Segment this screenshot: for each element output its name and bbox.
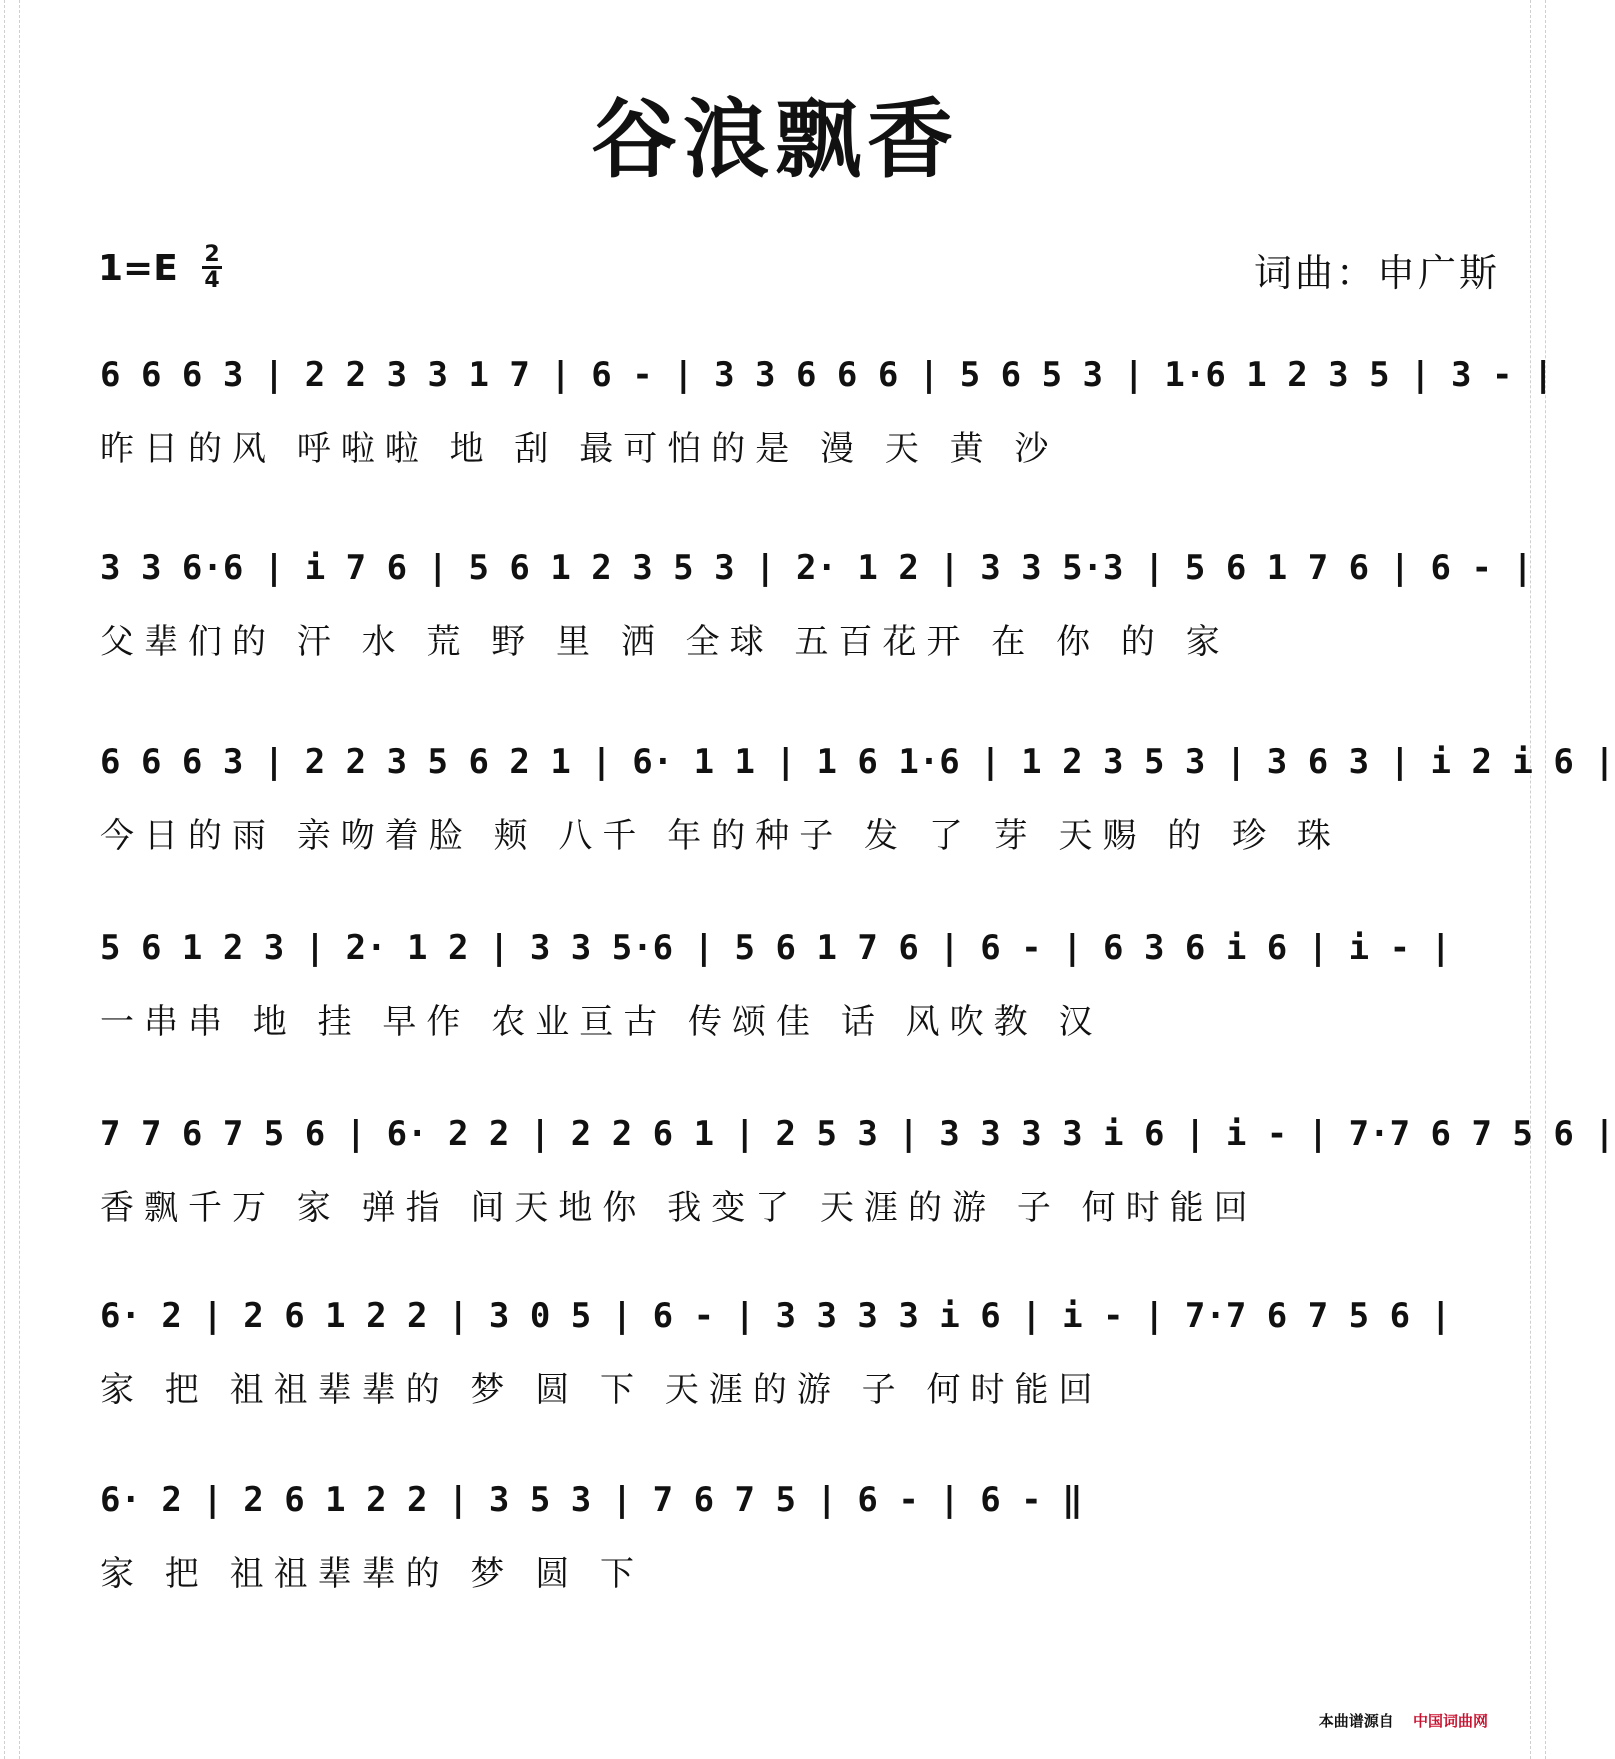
notation-line: 6 6 6 3 | 2 2 3 3 1 7 | 6 - | 3 3 6 6 6 | 5 6 5 3 | 1·6 1 2 3 5 | 3 - | — [100, 355, 1554, 395]
notation-line: 7 7 6 7 5 6 | 6· 2 2 | 2 2 6 1 | 2 5 3 | 3 3 3 3 i 6 | i - | 7·7 6 7 5 6 | — [100, 1114, 1615, 1154]
notation-line: 6· 2 | 2 6 1 2 2 | 3 5 3 | 7 6 7 5 | 6 - | 6 - ‖ — [100, 1480, 1083, 1520]
notation-line: 6 6 6 3 | 2 2 3 5 6 2 1 | 6· 1 1 | 1 6 1·6 | 1 2 3 5 3 | 3 6 3 | i 2 i 6 | — [100, 742, 1615, 782]
credits: 词曲：申广斯 — [1253, 251, 1500, 295]
key-signature: 1=E — [98, 248, 178, 289]
source-site-link[interactable]: 中国词曲网 — [1412, 1712, 1488, 1730]
song-title: 谷浪飘香 — [591, 89, 959, 190]
lyrics-line: 昨日的风 呼啦啦 地 刮 最可怕的是 漫 天 黄 沙 — [100, 429, 1059, 469]
notation-line: 5 6 1 2 3 | 2· 1 2 | 3 3 5·6 | 5 6 1 7 6 | 6 - | 6 3 6 i 6 | i - | — [100, 928, 1452, 968]
lyrics-line: 一串串 地 挂 早作 农业亘古 传颂佳 话 风吹教 汉 — [100, 1002, 1103, 1042]
source-footer — [1319, 1710, 1488, 1731]
lyrics-line: 今日的雨 亲吻着脸 颊 八千 年的种子 发 了 芽 天赐 的 珍 珠 — [100, 816, 1341, 856]
time-signature-top: 2 — [204, 242, 220, 267]
lyrics-line: 父辈们的 汗 水 荒 野 里 洒 全球 五百花开 在 你 的 家 — [100, 622, 1230, 662]
notation-line: 3 3 6·6 | i 7 6 | 5 6 1 2 3 5 3 | 2· 1 2 | 3 3 5·3 | 5 6 1 7 6 | 6 - | — [100, 548, 1533, 588]
lyrics-line: 家 把 祖祖辈辈的 梦 圆 下 天涯的游 子 何时能回 — [100, 1370, 1103, 1410]
time-signature-bottom: 4 — [204, 268, 220, 293]
lyrics-line: 家 把 祖祖辈辈的 梦 圆 下 — [100, 1554, 645, 1594]
left-watermark-strip — [4, 0, 20, 1759]
notation-line: 6· 2 | 2 6 1 2 2 | 3 0 5 | 6 - | 3 3 3 3 i 6 | i - | 7·7 6 7 5 6 | — [100, 1296, 1452, 1336]
time-signature — [202, 244, 222, 291]
source-prefix: 本曲谱源自 — [1318, 1712, 1394, 1730]
lyrics-line: 香飘千万 家 弹指 间天地你 我变了 天涯的游 子 何时能回 — [100, 1188, 1258, 1228]
right-watermark-strip — [1530, 0, 1546, 1759]
